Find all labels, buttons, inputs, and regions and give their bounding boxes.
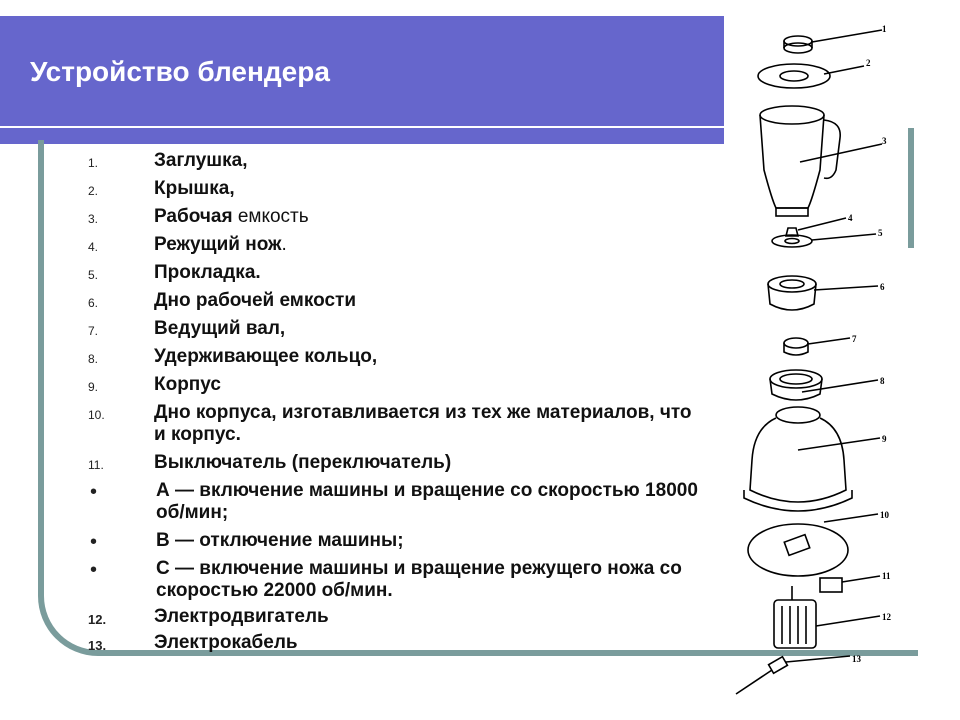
list-item bbox=[88, 234, 708, 256]
list-item bbox=[88, 632, 708, 654]
text-run: Электродвигатель bbox=[154, 606, 329, 627]
list-item-text bbox=[154, 632, 298, 654]
bullet-marker: • bbox=[90, 559, 98, 581]
list-item-text bbox=[154, 290, 356, 312]
list-item-text bbox=[156, 480, 708, 524]
list-item bbox=[88, 150, 708, 172]
bullet-marker: • bbox=[90, 481, 98, 503]
diagram-label-10: 10 bbox=[880, 510, 889, 520]
list-item bbox=[88, 374, 708, 396]
list-item-text bbox=[154, 234, 287, 256]
list-number: 6. bbox=[88, 296, 99, 310]
diagram-label-2: 2 bbox=[866, 58, 871, 68]
text-run: Выключатель (переключатель) bbox=[154, 452, 452, 473]
list-item-text bbox=[154, 150, 248, 172]
switch-part bbox=[820, 576, 880, 592]
text-run: Дно рабочей емкости bbox=[154, 290, 357, 311]
list-item bbox=[88, 402, 708, 446]
diagram-label-3: 3 bbox=[882, 136, 887, 146]
list-item bbox=[88, 530, 708, 554]
list-item bbox=[88, 558, 708, 602]
text-run: С — включение машины и вращение режущего ножа со скоростью 22000 об/мин. bbox=[156, 558, 682, 601]
text-run: Крышка, bbox=[154, 178, 235, 199]
text-run: Дно корпуса, изготавливается из тех же материалов, что и корпус. bbox=[154, 402, 692, 445]
text-run: Удерживающее кольцо, bbox=[154, 346, 378, 367]
text-run: Заглушка, bbox=[154, 150, 248, 171]
list-number: 11. bbox=[88, 458, 104, 472]
diagram-label-13: 13 bbox=[852, 654, 861, 664]
body-part bbox=[744, 407, 880, 511]
jar-bottom-part bbox=[768, 276, 878, 310]
diagram-label-8: 8 bbox=[880, 376, 885, 386]
parts-list bbox=[88, 150, 708, 654]
page-title: Устройство блендера bbox=[30, 56, 330, 87]
list-item-text bbox=[154, 206, 309, 228]
shaft-part bbox=[784, 338, 850, 355]
list-item-text bbox=[156, 530, 404, 552]
list-item bbox=[88, 318, 708, 340]
diagram-label-11: 11 bbox=[882, 571, 891, 581]
list-number: 12. bbox=[88, 612, 107, 627]
diagram-label-6: 6 bbox=[880, 282, 885, 292]
list-item bbox=[88, 606, 708, 628]
diagram-label-7: 7 bbox=[852, 334, 857, 344]
text-run: А — включение машины и вращение со скоростью 18000 об/мин; bbox=[156, 480, 698, 523]
cap-part bbox=[784, 30, 882, 53]
base-disk-part bbox=[748, 514, 878, 576]
list-item bbox=[88, 346, 708, 368]
list-number: 3. bbox=[88, 212, 99, 226]
knife-gasket-part bbox=[772, 218, 876, 247]
list-item-text bbox=[154, 402, 708, 446]
list-item-text bbox=[154, 606, 329, 628]
bullet-marker: • bbox=[90, 531, 98, 553]
jar-part bbox=[760, 106, 882, 216]
list-item bbox=[88, 452, 708, 474]
list-number: 8. bbox=[88, 352, 99, 366]
list-item bbox=[88, 262, 708, 284]
diagram-label-12: 12 bbox=[882, 612, 891, 622]
list-item bbox=[88, 206, 708, 228]
text-run: Электрокабель bbox=[154, 632, 298, 653]
diagram-label-1: 1 bbox=[882, 24, 887, 34]
text-run: В — отключение машины; bbox=[156, 530, 404, 551]
list-number: 9. bbox=[88, 380, 99, 394]
list-item-text bbox=[154, 178, 235, 200]
list-item-text bbox=[154, 318, 285, 340]
list-number: 7. bbox=[88, 324, 99, 338]
list-item bbox=[88, 480, 708, 524]
blender-exploded-diagram bbox=[732, 20, 942, 710]
list-item-text bbox=[154, 452, 451, 474]
list-item bbox=[88, 290, 708, 312]
diagram-label-5: 5 bbox=[878, 228, 883, 238]
text-run: Прокладка. bbox=[154, 262, 261, 283]
list-number: 10. bbox=[88, 408, 105, 422]
list-item-text bbox=[154, 346, 377, 368]
text-run: Корпус bbox=[154, 374, 221, 395]
list-number: 2. bbox=[88, 184, 99, 198]
list-item-text bbox=[156, 558, 708, 602]
list-item-text bbox=[154, 374, 221, 396]
list-number: 13. bbox=[88, 638, 107, 653]
text-run: Режущий нож bbox=[154, 234, 282, 255]
list-item bbox=[88, 178, 708, 200]
text-run: Рабочая bbox=[154, 206, 238, 227]
text-run: емкость bbox=[237, 206, 309, 227]
ring-part bbox=[770, 370, 878, 400]
list-item-text bbox=[154, 262, 261, 284]
text-run: Ведущий вал, bbox=[154, 318, 286, 339]
motor-part bbox=[774, 586, 880, 648]
diagram-label-4: 4 bbox=[848, 213, 853, 223]
list-number: 1. bbox=[88, 156, 99, 170]
text-run: . bbox=[281, 234, 287, 255]
list-number: 5. bbox=[88, 268, 99, 282]
lid-part bbox=[758, 64, 864, 88]
list-number: 4. bbox=[88, 240, 99, 254]
diagram-label-9: 9 bbox=[882, 434, 887, 444]
title-bar bbox=[0, 16, 724, 126]
cable-part bbox=[736, 656, 850, 694]
